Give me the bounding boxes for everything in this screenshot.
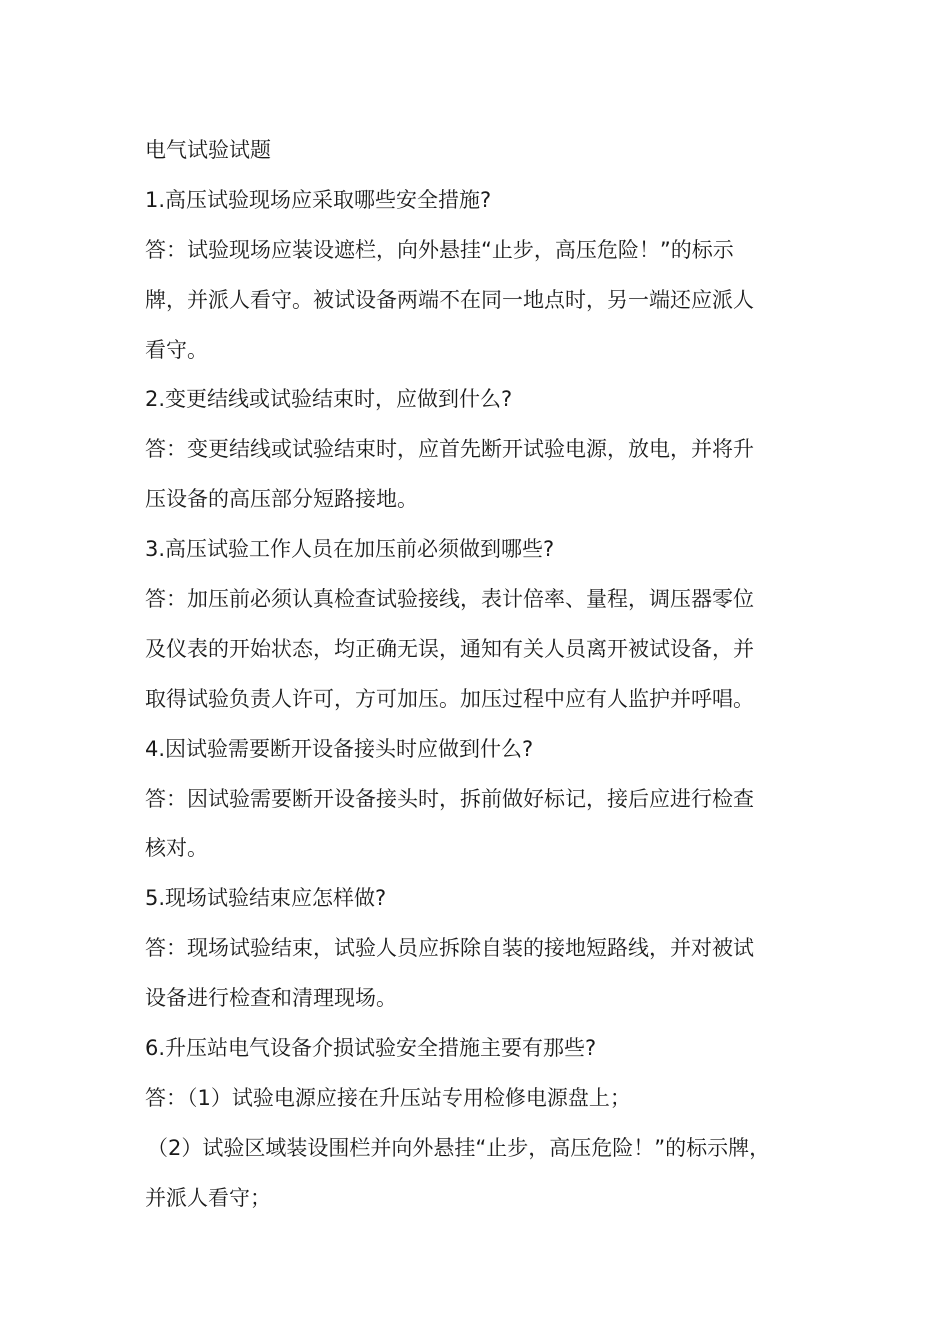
answer-3-line-3: 取得试验负责人许可，方可加压。加压过程中应有人监护并呼唱。 <box>145 686 754 711</box>
answer-4-line-2: 核对。 <box>145 836 208 861</box>
answer-2-line-1: 答：变更结线或试验结束时，应首先断开试验电源，放电，并将升 <box>145 437 754 462</box>
answer-3-line-1: 答：加压前必须认真检查试验接线，表计倍率、量程，调压器零位 <box>145 587 754 612</box>
document-title: 电气试验试题 <box>145 138 271 162</box>
answer-5-line-1: 答：现场试验结束，试验人员应拆除自装的接地短路线，并对被试 <box>145 936 754 961</box>
answer-3-line-2: 及仪表的开始状态，均正确无误，通知有关人员离开被试设备，并 <box>145 636 754 661</box>
answer-1-line-1: 答：试验现场应装设遮栏，向外悬挂“止步，高压危险！”的标示 <box>145 237 734 262</box>
question-6: 6.升压站电气设备介损试验安全措施主要有那些? <box>145 1036 597 1061</box>
answer-6-line-2: （2）试验区域装设围栏并向外悬挂“止步，高压危险！”的标示牌， <box>147 1135 771 1160</box>
question-4: 4.因试验需要断开设备接头时应做到什么? <box>145 736 534 761</box>
answer-5-line-2: 设备进行检查和清理现场。 <box>145 986 397 1011</box>
question-3: 3.高压试验工作人员在加压前必须做到哪些? <box>145 537 555 562</box>
answer-2-line-2: 压设备的高压部分短路接地。 <box>145 487 418 512</box>
answer-1-line-3: 看守。 <box>145 337 208 362</box>
question-1: 1.高压试验现场应采取哪些安全措施? <box>145 187 492 212</box>
question-5: 5.现场试验结束应怎样做? <box>145 886 387 911</box>
answer-6-line-1: 答：（1）试验电源应接在升压站专用检修电源盘上； <box>145 1085 631 1110</box>
answer-4-line-1: 答：因试验需要断开设备接头时，拆前做好标记，接后应进行检查 <box>145 786 754 811</box>
question-2: 2.变更结线或试验结束时，应做到什么? <box>145 387 513 412</box>
answer-6-line-3: 并派人看守； <box>145 1185 271 1210</box>
answer-1-line-2: 牌，并派人看守。被试设备两端不在同一地点时，另一端还应派人 <box>145 287 754 312</box>
document-body <box>145 126 815 1224</box>
